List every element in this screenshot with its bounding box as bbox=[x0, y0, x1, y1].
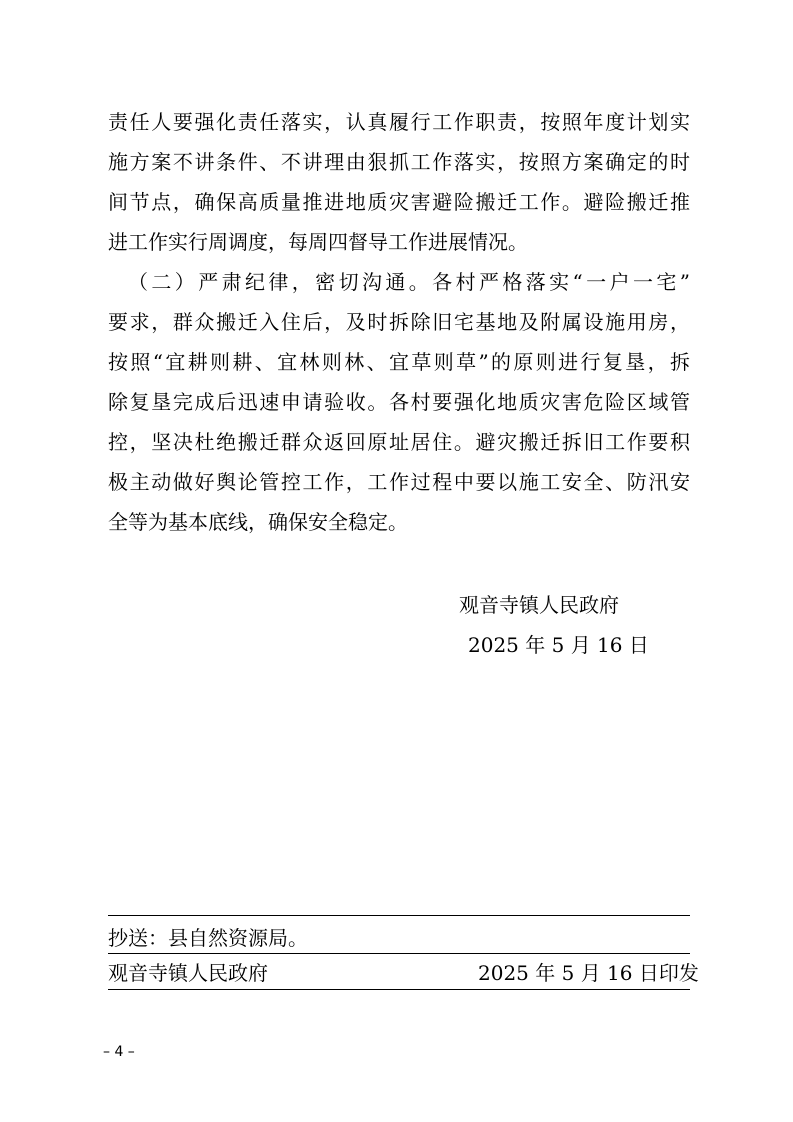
issue-date: 2025 年 5 月 16 日印发 bbox=[478, 961, 699, 985]
body-line: 除复垦完成后迅速申请验收。各村要强化地质灾害危险区域管 bbox=[108, 390, 690, 414]
body-line: 极主动做好舆论管控工作，工作过程中要以施工安全、防汛安 bbox=[108, 470, 690, 494]
footer-rule-top bbox=[108, 915, 690, 916]
body-line: 控，坚决杜绝搬迁群众返回原址居住。避灾搬迁拆旧工作要积 bbox=[108, 430, 690, 454]
issuer-organization: 观音寺镇人民政府 bbox=[108, 961, 268, 985]
section-heading-line: （二）严肃纪律，密切沟通。各村严格落实“一户一宅” bbox=[128, 270, 690, 294]
footer-rule-middle bbox=[108, 953, 690, 954]
signature-organization: 观音寺镇人民政府 bbox=[459, 593, 619, 617]
body-line: 要求，群众搬迁入住后，及时拆除旧宅基地及附属设施用房， bbox=[108, 310, 690, 334]
footer-rule-bottom bbox=[108, 989, 690, 990]
page-number: – 4 – bbox=[103, 1044, 135, 1060]
signature-date: 2025 年 5 月 16 日 bbox=[468, 633, 649, 657]
body-line: 施方案不讲条件、不讲理由狠抓工作落实，按照方案确定的时 bbox=[108, 150, 690, 174]
body-line: 全等为基本底线，确保安全稳定。 bbox=[108, 510, 408, 534]
body-line: 进工作实行周调度，每周四督导工作进展情况。 bbox=[108, 230, 528, 254]
body-line: 按照“宜耕则耕、宜林则林、宜草则草”的原则进行复垦，拆 bbox=[108, 350, 690, 374]
body-line: 间节点，确保高质量推进地质灾害避险搬迁工作。避险搬迁推 bbox=[108, 190, 690, 214]
cc-line: 抄送：县自然资源局。 bbox=[108, 926, 308, 950]
body-line: 责任人要强化责任落实，认真履行工作职责，按照年度计划实 bbox=[108, 110, 690, 134]
